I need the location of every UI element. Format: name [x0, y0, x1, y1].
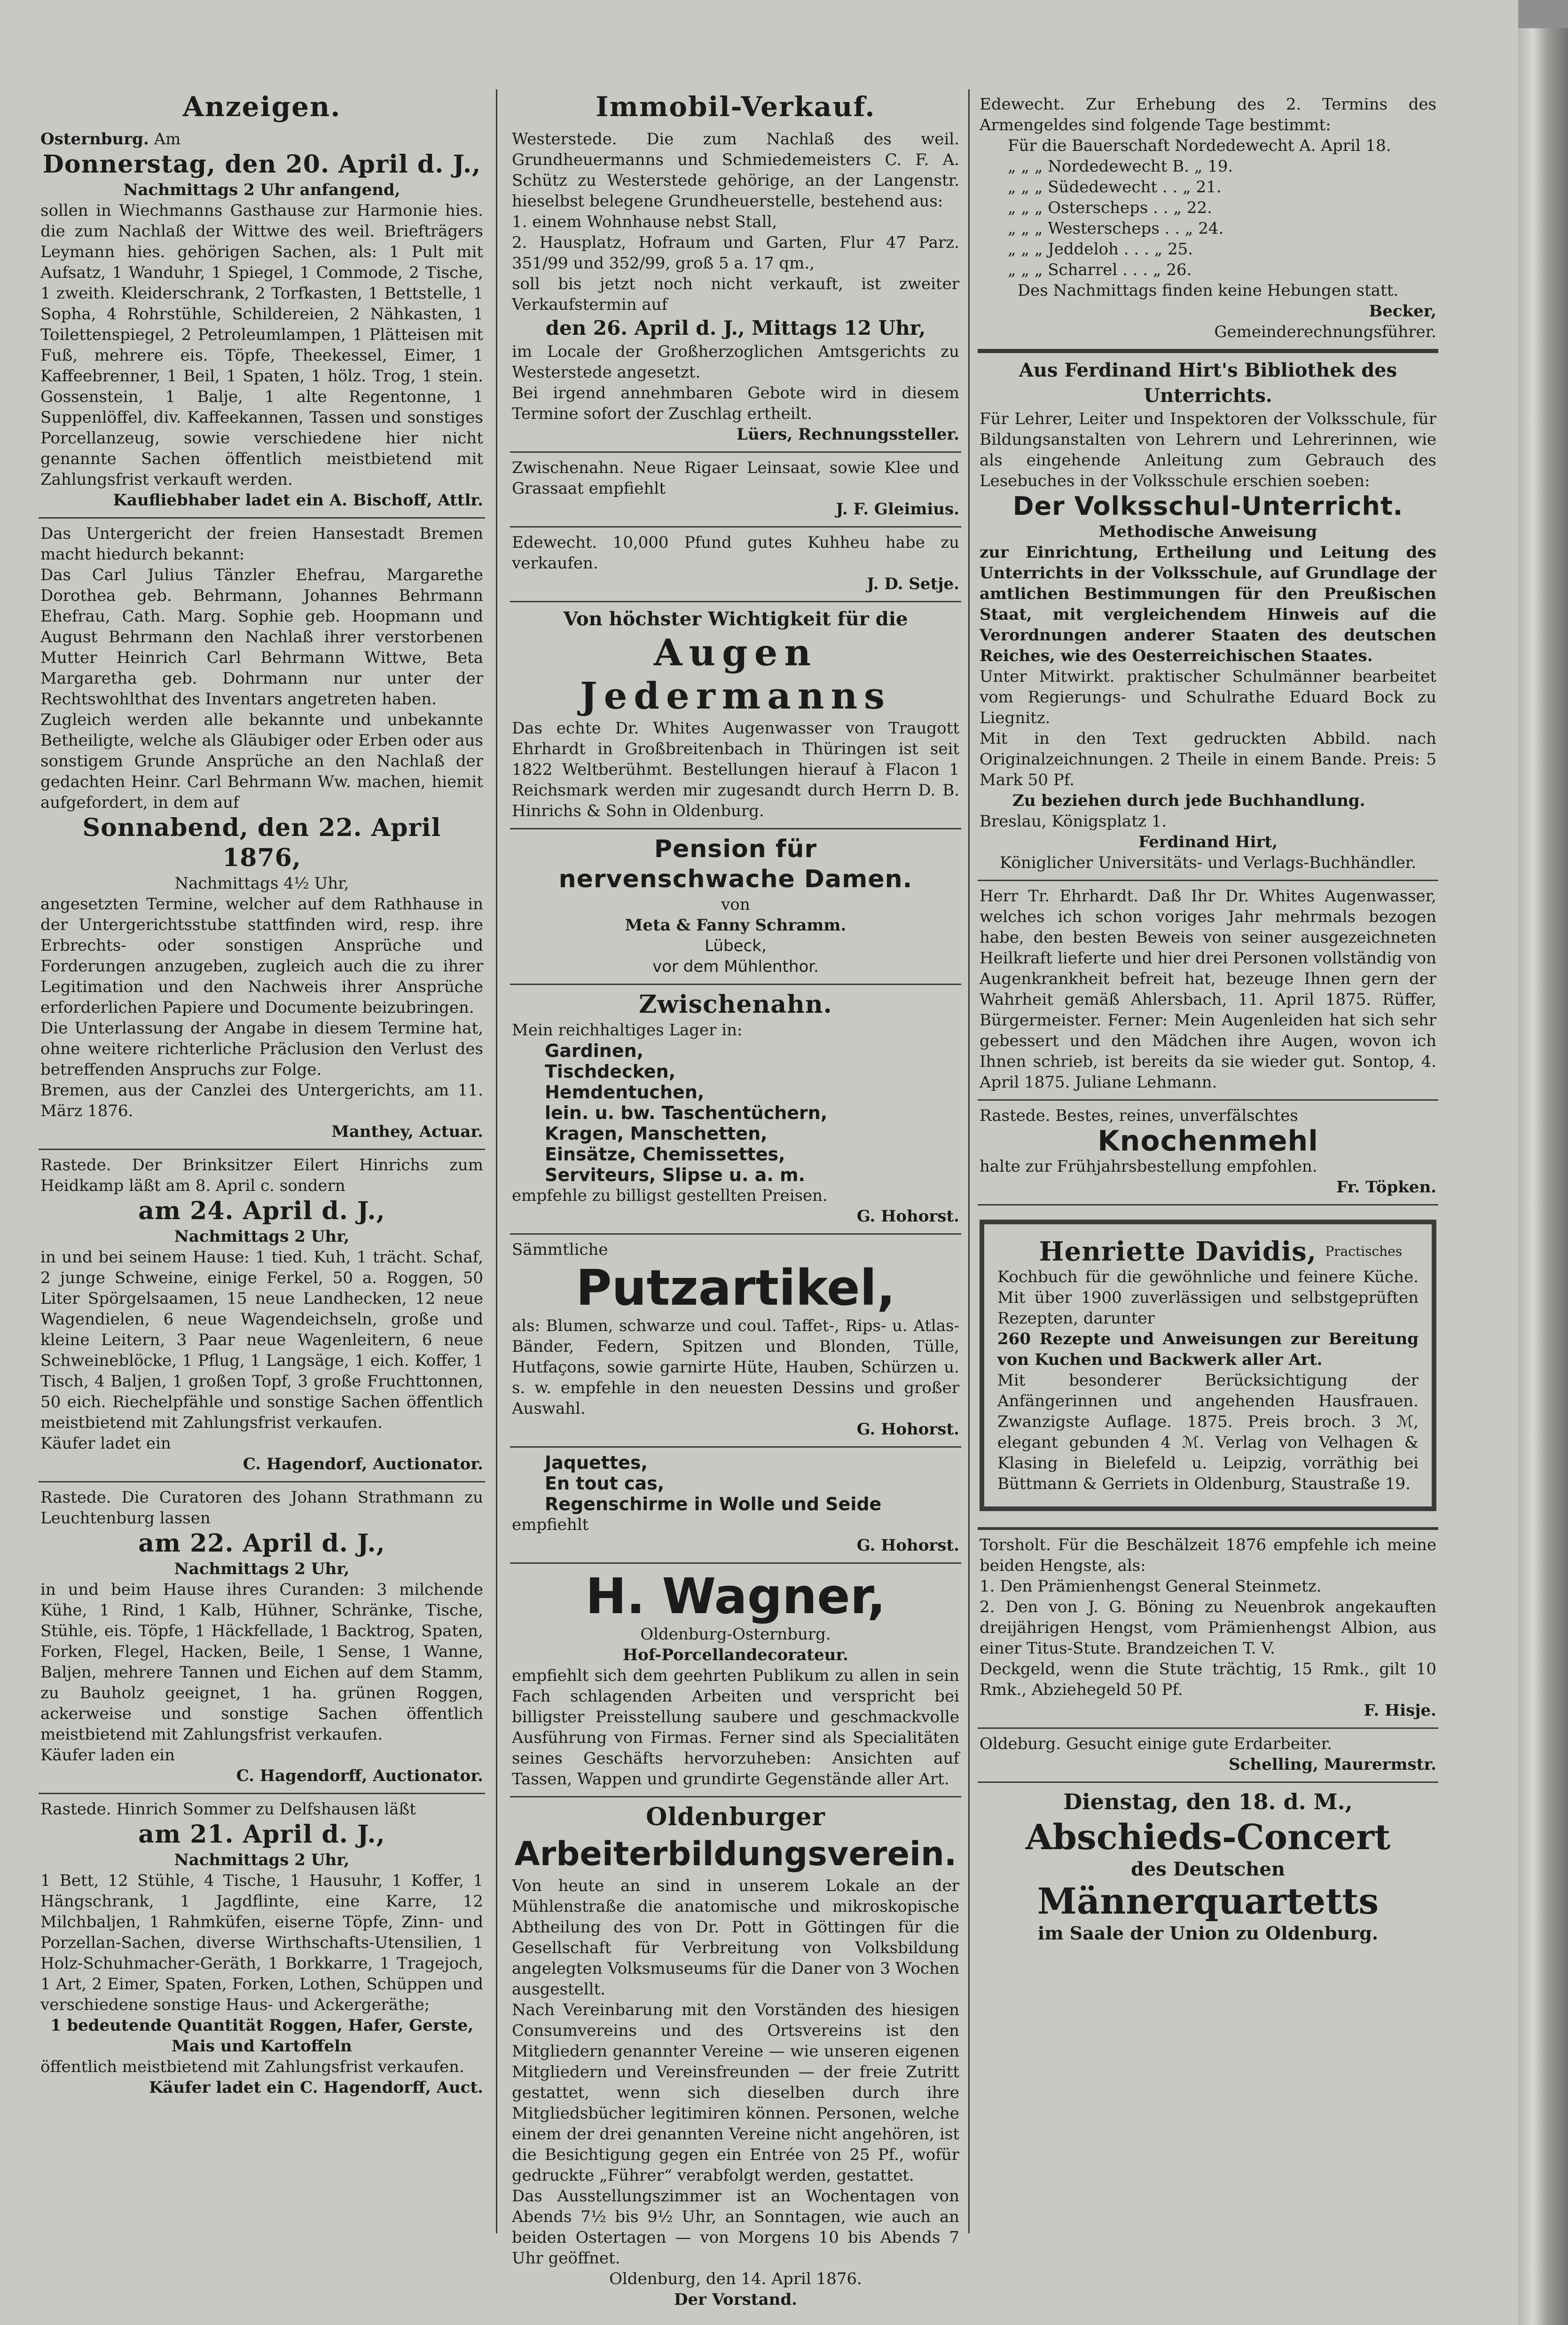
ad-headline: Augen Jedermanns: [580, 631, 892, 717]
column-2: [510, 89, 961, 2317]
ad-headline: Aus Ferdinand Hirt's Bibliothek des Unterrichts.: [1019, 359, 1397, 407]
ad-signature: G. Hohorst.: [856, 1420, 959, 1439]
ad-frame: Henriette Davidis, Practisches Kochbuch für die gewöhnliche und feinere Küche. Mit über 1900 zuverlässigen und selbstgeprüften Rezepten, darunter 260 Rezepte und Anweisungen zur Bereitung von Kuchen und Backwerk aller Art. Mit besonderer Berücksichtigung der Anfängerinnen und angehenden Hausfrauen. Zwanzigste Auflage. 1875. Preis broch. 3 ℳ, elegant gebunden 4 ℳ. Verlag von Velhagen & Klasing in Bielefeld u. Leipzig, vorräthig bei Büttmann & Gerriets in Oldenburg, Staustraße 19.: [980, 1220, 1436, 1511]
ad-signature: Der Vorstand.: [674, 2290, 797, 2309]
ad-abschieds-concert: Dienstag, den 18. d. M., Abschieds-Concert des Deutschen Männerquartetts im Saale der Union zu Oldenburg.: [978, 1783, 1438, 1950]
ad-signature: G. Hohorst.: [856, 1536, 959, 1555]
ad-signature: Kaufliebhaber ladet ein A. Bischoff, Attlr.: [113, 491, 483, 510]
ad-date: am 24. April d. J.,: [138, 1197, 385, 1225]
ad-headline: Arbeiterbildungsverein.: [514, 1835, 957, 1873]
ad-headline: H. Wagner,: [585, 1568, 886, 1625]
ad-edewecht-kuhheu: Edewecht. 10,000 Pfund gutes Kuhheu habe zu verkaufen. J. D. Setje.: [510, 528, 961, 602]
ad-signature: F. Hisje.: [1364, 1701, 1436, 1720]
ad-signature: Lüers, Rechnungssteller.: [737, 425, 959, 444]
ad-arbeiterbildungsverein: Oldenburger Arbeiterbildungsverein. Von heute an sind in unserem Lokale an der Mühlenstraße die anatomische und mikroskopische Abtheilung des von Dr. Pott in Göttingen für die Gesellschaft für Verbreitung von Volksbildung angelegten Volksmuseums für die Daner von 3 Wochen ausgestellt. Nach Vereinbarung mit den Vorständen des hiesigen Consumvereins und des Ortsvereins ist den Mitgliedern genannter Vereine — wie unseren eigenen Mitgliedern und Vereinsfreunden — der freie Zutritt gestattet, wenn sich dieselben durch ihre Mitgliedsbücher legitimiren können. Personen, welche einem der drei genannten Vereine nicht angehören, ist die Besichtigung gegen ein Entrée von 25 Pf., wofür gedruckte „Führer“ verabfolgt werden, gestattet. Das Ausstellungszimmer ist an Wochentagen von Abends 7½ bis 9½ Uhr, an Sonntagen, wie auch an beiden Ostertagen — von Morgens 10 bis Abends 7 Uhr geöffnet. Oldenburg, den 14. April 1876. Der Vorstand.: [512, 1803, 959, 2309]
ad-headline: Knochenmehl: [1098, 1125, 1318, 1158]
ad-signature: Becker,: [1369, 302, 1436, 321]
ad-date: am 21. April d. J.,: [138, 1820, 385, 1849]
ad-headline: Zwischenahn.: [639, 990, 832, 1019]
ad-westerstede: Westerstede. Die zum Nachlaß des weil. Grundheuermanns und Schmiedemeisters C. F. A. Schütz zu Westerstede gehörige, an der Langenstr. hieselbst belegene Grundheuerstelle, bestehend aus: 1. einem Wohnhause nebst Stall, 2. Hausplatz, Hofraum und Garten, Flur 47 Parz. 351/99 und 352/99, groß 5 a. 17 qm., soll bis jetzt noch nicht verkauft, ist zweiter Verkaufstermin auf den 26. April d. J., Mittags 12 Uhr, im Locale der Großherzoglichen Amtsgerichts zu Westerstede angesetzt. Bei irgend annehmbaren Gebote wird in diesem Termine sofort der Zuschlag ertheilt. Lüers, Rechnungssteller.: [510, 124, 961, 453]
ad-armengeld: Edewecht. Zur Erhebung des 2. Termins des Armengeldes sind folgende Tage bestimmt: Für die Bauerschaft Nordedewecht A. April 18. „ „ „ Nordedewecht B. „ 19. „ „ „ Südedewecht . . „ 21. „ „ „ Osterscheps . . „ 22. „ „ „ Westerscheps . . „ 24. „ „ „ Jeddeloh . . . „ 25. „ „ „ Scharrel . . . „ 26. Des Nachmittags finden keine Hebungen statt. Becker, Gemeinderechnungsführer.: [978, 89, 1438, 350]
ad-rastede-3: Rastede. Hinrich Sommer zu Delfshausen läßt am 21. April d. J., Nachmittags 2 Uhr, 1 Bett, 12 Stühle, 4 Tische, 1 Hausuhr, 1 Koffer, 1 Hängschrank, 1 Jagdflinte, eine Karre, 12 Milchbaljen, 1 Rahmküfen, eiserne Töpfe, Zinn- und Porzellan-Sachen, diverse Wirthschafts-Utensilien, 1 Holz-Schuhmacher-Geräth, 1 Borkkarre, 1 Tragejoch, 1 Art, 2 Eimer, Spaten, Forken, Lothen, Schüppen und verschiedene sonstige Haus- und Ackergeräthe; 1 bedeutende Quantität Roggen, Hafer, Gerste, Mais und Kartoffeln öffentlich meistbietend mit Zahlungsfrist verkaufen. Käufer ladet ein C. Hagendorff, Auct.: [40, 1800, 483, 2097]
ad-hirt-bibliothek: Aus Ferdinand Hirt's Bibliothek des Unterrichts. Für Lehrer, Leiter und Inspektoren der Volksschule, für Bildungsanstalten von Lehrern und Lehrerinnen, wie als eingehende Anleitung zum Gebrauch des Lesebuches in der Volksschule erschien soeben: Der Volksschul-Unterricht. Methodische Anweisung zur Einrichtung, Ertheilung und Leitung des Unterrichts in der Volksschule, auf Grundlage der amtlichen Bestimmungen für den Preußischen Staat, mit vergleichendem Hinweis auf die Verordnungen anderer Staaten des deutschen Reiches, wie des Oesterreichischen Staates. Unter Mitwirkt. praktischer Schulmänner bearbeitet vom Regierungs- und Schulrathe Eduard Bock zu Liegnitz. Mit in den Text gedruckten Abbild. nach Originalzeichnungen. 2 Theile in einem Bande. Preis: 5 Mark 50 Pf. Zu beziehen durch jede Buchhandlung. Breslau, Königsplatz 1. Ferdinand Hirt, Königlicher Universitäts- und Verlags-Buchhändler.: [978, 350, 1438, 881]
ad-date: am 22. April d. J.,: [138, 1529, 385, 1558]
ad-bremen: Das Untergericht der freien Hansestadt Bremen macht hiedurch bekannt: Das Carl Julius Tänzler Ehefrau, Margarethe Dorothea geb. Behrmann, Johannes Behrmann Ehefrau, Cath. Marg. Sophie geb. Hoopmann und August Behrmann den Nachlaß ihrer verstorbenen Mutter Heinrich Carl Behrmann Wittwe, Beta Margaretha geb. Dohrmann nur unter der Rechtswohlthat des Inventars angetreten haben. Zugleich werden alle bekannte und unbekannte Betheiligte, welche als Gläubiger oder Erben oder aus sonstigem Grunde Ansprüche an den Nachlaß der gedachten Heinr. Carl Behrmann Ww. machen, hiemit aufgefordert, in dem auf Sonnabend, den 22. April 1876, Nachmittags 4½ Uhr, angesetzten Termine, welcher auf dem Rathhause in der Untergerichtsstube stattfinden wird, resp. ihre Erbrechts- oder sonstigen Ansprüche und Forderungen anzugeben, zugleich auch die zu ihrer Legitimation und den Nachweis ihrer Ansprüche erforderlichen Papiere und Documente beizubringen. Die Unterlassung der Angabe in diesem Termine hat, ohne weitere richterliche Präclusion den Verlust des betreffenden Anspruchs zur Folge. Bremen, aus der Canzlei des Untergerichts, am 11. März 1876. Manthey, Actuar.: [39, 519, 485, 1150]
column-rule: [496, 89, 497, 2233]
ad-signature: Ferdinand Hirt,: [1138, 833, 1278, 851]
ad-signature: G. Hohorst.: [856, 1207, 959, 1226]
ad-signature: Manthey, Actuar.: [331, 1122, 483, 1141]
ad-signature: C. Hagendorf, Auctionator.: [243, 1455, 483, 1474]
ad-signature: C. Hagendorff, Auctionator.: [236, 1766, 483, 1785]
ad-headline: nervenschwache Damen.: [558, 865, 913, 893]
ad-zwischenahn-leinsaat: Zwischenahn. Neue Rigaer Leinsaat, sowie Klee und Grassaat empfiehlt J. F. Gleimius.: [510, 453, 961, 528]
ad-text: sollen in Wiechmanns Gasthause zur Harmonie hies. die zum Nachlaß der Wittwe des weil. Briefträgers Leymann hies. gehörigen Sachen, als: 1 Pult mit Aufsatz, 1 Wanduhr, 1 Spiegel, 1 Commode, 2 Tische, 1 zweith. Kleiderschrank, 2 Torfkasten, 1 Bettstelle, 1 Sopha, 4 Rohrstühle, Schildereien, 2 Nähkasten, 1 Toilettenspiegel, 2 Petroleumlampen, 1 Plätteisen mit Fuß, mehrere eis. Töpfe, Theekessel, Eimer, 1 Kaffeebrenner, 1 Beil, 1 Spaten, 1 hölz. Trog, 1 stein. Gossenstein, 1 Balje, 1 alte Regentonne, 1 Suppenlöffel, div. Kaffeekannen, Tassen und sonstiges Porcellanzeug, sowie verschiedene hier nicht genannte Sachen öffentlich meistbietend mit Zahlungsfrist verkauft werden.: [40, 201, 483, 489]
column-1: [39, 89, 485, 2104]
ad-wagner: H. Wagner, Oldenburg-Osternburg. Hof-Porcellandecorateur. empfiehlt sich dem geehrten Publikum zu allen in sein Fach schlagenden Arbeiten und verspricht bei billigster Preisstellung saubere und geschmackvolle Ausführung von Firmas. Ferner sind als Specialitäten seines Geschäfts hervorzuheben: Ansichten auf Tassen, Wappen und grundirte Gegenstände aller Art.: [510, 1564, 961, 1797]
ad-headline: Henriette Davidis,: [1039, 1236, 1317, 1267]
section-title: Immobil-Verkauf.: [596, 91, 876, 123]
ad-hohorst-lager: Zwischenahn. Mein reichhaltiges Lager in: Gardinen, Tischdecken, Hemdentuchen, lein. u. bw. Taschentüchern, Kragen, Manschetten, Einsätze, Chemissettes, Serviteurs, Slipse u. a. m. empfehle zu billigst gestellten Preisen. G. Hohorst.: [510, 985, 961, 1235]
ad-jaquettes: Jaquettes, En tout cas, Regenschirme in Wolle und Seide empfiehlt G. Hohorst.: [510, 1448, 961, 1564]
ad-rastede-1: Rastede. Der Brinksitzer Eilert Hinrichs zum Heidkamp läßt am 8. April c. sondern am 24. April d. J., Nachmittags 2 Uhr, in und bei seinem Hause: 1 tied. Kuh, 1 trächt. Schaf, 2 junge Schweine, einige Ferkel, 50 a. Roggen, 50 Liter Spörgelsaamen, 15 neue Landhecken, 12 neue Wagendielen, 6 neue Wagendeichseln, große und kleine Leitern, 3 Paar neue Wagenleitern, 6 neue Schweineblöcke, 1 Pflug, 1 Langsäge, 1 eich. Koffer, 1 Tisch, 4 Baljen, 1 großen Topf, 3 große Fruchttonnen, 50 eich. Riechelpfähle und sonstige Sachen öffentlich meistbietend mit Zahlungsfrist verkaufen. Käufer ladet ein C. Hagendorf, Auctionator.: [39, 1150, 485, 1482]
column-3: [978, 89, 1438, 1950]
ad-date: Sonnabend, den 22. April 1876,: [82, 813, 441, 872]
ad-date: Donnerstag, den 20. April d. J.,: [42, 150, 481, 179]
section-title: Anzeigen.: [182, 91, 341, 123]
ad-erdarbeiter: Oldeburg. Gesucht einige gute Erdarbeiter. Schelling, Maurermstr.: [978, 1729, 1438, 1783]
ad-pension: Pension für nervenschwache Damen. von Meta & Fanny Schramm. Lübeck, vor dem Mühlenthor.: [510, 829, 961, 985]
ad-rastede-2: Rastede. Die Curatoren des Johann Strathmann zu Leuchtenburg lassen am 22. April d. J., Nachmittags 2 Uhr, in und beim Hause ihres Curanden: 3 milchende Kühe, 1 Rind, 1 Kalb, Hühner, Schränke, Tische, Stühle, eis. Töpfe, 1 Häckfellade, 1 Backtrog, Spaten, Forken, Flegel, Hacken, Beile, 1 Sense, 1 Wanne, Baljen, mehrere Tannen und Eichen auf dem Stamm, zu Bauholz geeignet, 1 ha. grünen Roggen, ackerweise und sonstige Sachen öffentlich meistbietend mit Zahlungsfrist verkaufen. Käufer laden ein C. Hagendorff, Auctionator.: [39, 1482, 485, 1794]
ad-putzartikel: Sämmtliche Putzartikel, als: Blumen, schwarze und coul. Taffet-, Rips- u. Atlas-Bänder, Federn, Spitzen und Blonden, Tülle, Hutfaçons, sowie garnirte Hüte, Hauben, Schürzen u. s. w. empfehle in den neuesten Dessins und großer Auswahl. G. Hohorst.: [510, 1235, 961, 1448]
ad-signature: Schelling, Maurermstr.: [1229, 1755, 1436, 1774]
ad-torsholt: Torsholt. Für die Beschälzeit 1876 empfehle ich meine beiden Hengste, als: 1. Den Prämienhengst General Steinmetz. 2. Den von J. G. Böning zu Neuenbrok angekauften dreijährigen Hengst, vom Prämienhengst Albion, aus einer Titus-Stute. Brandzeichen T. V. Deckgeld, wenn die Stute trächtig, 15 Rmk., gilt 10 Rmk., Abziehegeld 50 Pf. F. Hisje.: [978, 1527, 1438, 1729]
ad-signature: Käufer ladet ein C. Hagendorff, Auct.: [149, 2078, 483, 2097]
ad-ehrhardt-testimonial: Herr Tr. Ehrhardt. Daß Ihr Dr. Whites Augenwasser, welches ich schon voriges Jahr mehrmals bezogen habe, den besten Beweis von seiner ausgezeichneten Heilkraft lieferte und hier drei Personen vollständig von Augenkrankheit befreit hat, bezeuge Ihnen gern der Wahrheit gemäß Ahlersbach, 11. April 1875. Rüffer, Bürgermeister. Ferner: Mein Augenleiden hat sich sehr gebessert und den Mädchen ihre Augen, wovon ich Ihnen schrieb, ist bereits da sie wieder gut. Sontop, 4. April 1875. Juliane Lehmann.: [978, 881, 1438, 1101]
ad-place: Osternburg.: [40, 130, 149, 149]
ad-signature: J. D. Setje.: [867, 575, 959, 593]
ad-signature: Fr. Töpken.: [1336, 1178, 1436, 1197]
ad-headline: Abschieds-Concert: [1025, 1817, 1391, 1858]
page-edge: [1518, 28, 1568, 2325]
ad-davidis: [978, 1206, 1438, 1527]
column-rule: [968, 89, 970, 2233]
ad-headline: Putzartikel,: [576, 1259, 895, 1316]
ad-date: den 26. April d. J., Mittags 12 Uhr,: [545, 316, 926, 339]
ad-signature: J. F. Gleimius.: [836, 500, 959, 519]
ad-knochenmehl: Rastede. Bestes, reines, unverfälschtes Knochenmehl halte zur Frühjahrsbestellung empfohlen. Fr. Töpken.: [978, 1101, 1438, 1206]
ad-augenwasser: Von höchster Wichtigkeit für die Augen Jedermanns Das echte Dr. Whites Augenwasser von Traugott Ehrhardt in Großbreitenbach in Thüringen ist seit 1822 Weltberühmt. Bestellungen hierauf à Flacon 1 Reichsmark werden mir zugesandt durch Herrn D. B. Hinrichs & Sohn in Oldenburg.: [510, 602, 961, 829]
ad-osternburg: Osternburg. Am Donnerstag, den 20. April d. J., Nachmittags 2 Uhr anfangend, sollen in Wiechmanns Gasthause zur Harmonie hies. die zum Nachlaß der Wittwe des weil. Briefträgers Leymann hies. gehörigen Sachen, als: 1 Pult mit Aufsatz, 1 Wanduhr, 1 Spiegel, 1 Commode, 2 Tische, 1 zweith. Kleiderschrank, 2 Torfkasten, 1 Bettstelle, 1 Sopha, 4 Rohrstühle, Schildereien, 2 Nähkasten, 1 Toilettenspiegel, 2 Petroleumlampen, 1 Plätteisen mit Fuß, mehrere eis. Töpfe, Theekessel, Eimer, 1 Kaffeebrenner, 1 Beil, 1 Spaten, 1 hölz. Trog, 1 stein. Gossenstein, 1 Balje, 1 alte Regentonne, 1 Suppenlöffel, div. Kaffeekannen, Tassen und sonstiges Porcellanzeug, sowie verschiedene hier nicht genannte Sachen öffentlich meistbietend mit Zahlungsfrist verkauft werden. Kaufliebhaber ladet ein A. Bischoff, Attlr.: [39, 124, 485, 519]
